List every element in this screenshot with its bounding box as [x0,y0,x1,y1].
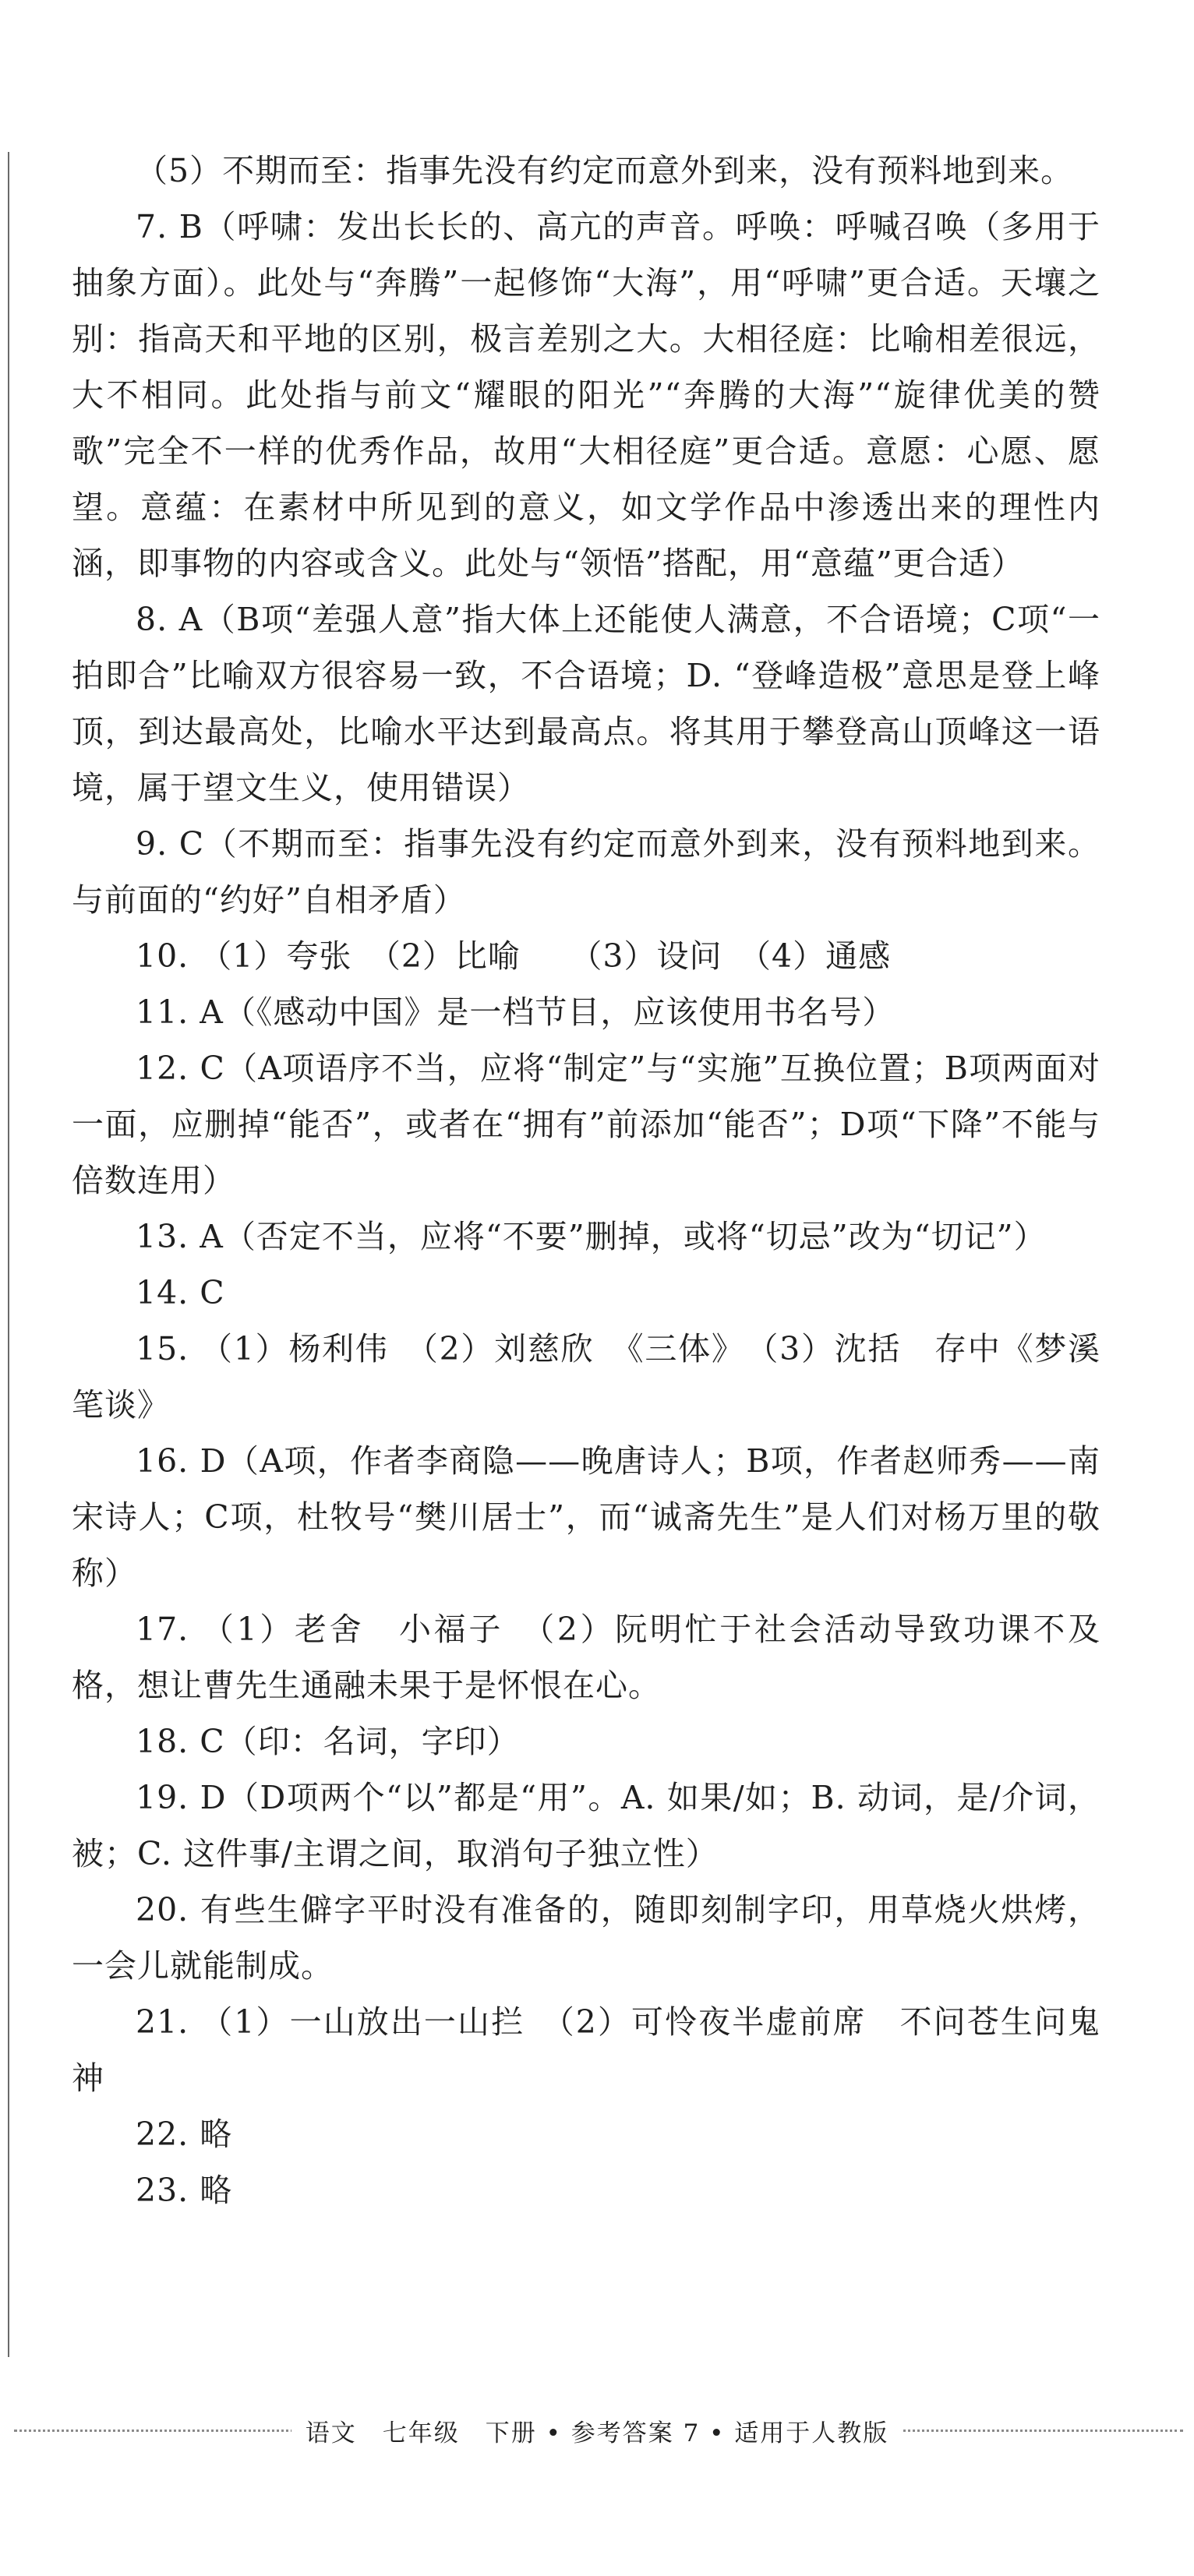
answer-item: 12. C（A项语序不当，应将“制定”与“实施”互换位置；B项两面对一面，应删掉“能否”，或者在“拥有”前添加“能否”；D项“下降”不能与倍数连用） [72,1050,1100,1199]
answer-item: 13. A（否定不当，应将“不要”删掉，或将“切忌”改为“切记”） [136,1218,1047,1255]
answer-item: 19. D（D项两个“以”都是“用”。A. 如果/如；B. 动词，是/介词，被；C. 这件事/主谓之间，取消句子独立性） [72,1779,1100,1872]
answer-item: 15. （1）杨利伟 （2）刘慈欣 《三体》 （3）沈括 存中《梦溪笔谈》 [72,1330,1100,1424]
answer-item: 23. 略 [136,2172,233,2209]
answer-item: 21. （1）一山放出一山拦 （2）可怜夜半虚前席 不问苍生问鬼神 [72,2003,1100,2097]
answer-list [72,143,1100,2218]
answer-item: 10. （1）夸张 （2）比喻 （3）设问 （4）通感 [136,937,892,975]
footer-text: 语文 七年级 下册 • 参考答案 7 • 适用于人教版 [291,2419,903,2447]
answer-item: 20. 有些生僻字平时没有准备的，随即刻制字印，用草烧火烘烤，一会儿就能制成。 [72,1891,1100,1985]
answer-item: 9. C（不期而至：指事先没有约定而意外到来，没有预料地到来。与前面的“约好”自相矛盾） [72,825,1100,919]
answer-item: 22. 略 [136,2115,233,2153]
answer-item: （5）不期而至：指事先没有约定而意外到来，没有预料地到来。 [136,152,1074,189]
answer-item: 7. B（呼啸：发出长长的、高亢的声音。呼唤：呼喊召唤（多用于抽象方面）。此处与“奔腾”一起修饰“大海”，用“呼啸”更合适。天壤之别：指高天和平地的区别，极言差别之大。大相径庭：比喻相差很远，大不相同。此处指与前文“耀眼的阳光”“奔腾的大海”“旋律优美的赞歌”完全不一样的优秀作品，故用“大相径庭”更合适。意愿：心愿、愿望。意蕴：在素材中所见到的意义，如文学作品中渗透出来的理性内涵，即事物的内容或含义。此处与“领悟”搭配，用“意蕴”更合适） [72,208,1100,582]
answer-item: 8. A（B项“差强人意”指大体上还能使人满意，不合语境；C项“一拍即合”比喻双方很容易一致，不合语境；D. “登峰造极”意思是登上峰顶，到达最高处，比喻水平达到最高点。将其用于攀登高山顶峰这一语境，属于望文生义，使用错误） [72,601,1100,806]
answer-item: 14. C [136,1274,225,1311]
answer-item: 11. A（《感动中国》是一档节目，应该使用书名号） [136,993,896,1031]
answer-item: 17. （1）老舍 小福子 （2）阮明忙于社会活动导致功课不及格，想让曹先生通融未果于是怀恨在心。 [72,1611,1100,1704]
left-margin-rule [8,152,9,2357]
answer-item: 16. D（A项，作者李商隐——晚唐诗人；B项，作者赵师秀——南宋诗人；C项，杜牧号“樊川居士”，而“诚斋先生”是人们对杨万里的敬称） [72,1442,1100,1592]
answer-item: 18. C（印：名词，字印） [136,1723,520,1760]
page-footer [0,2418,1194,2449]
